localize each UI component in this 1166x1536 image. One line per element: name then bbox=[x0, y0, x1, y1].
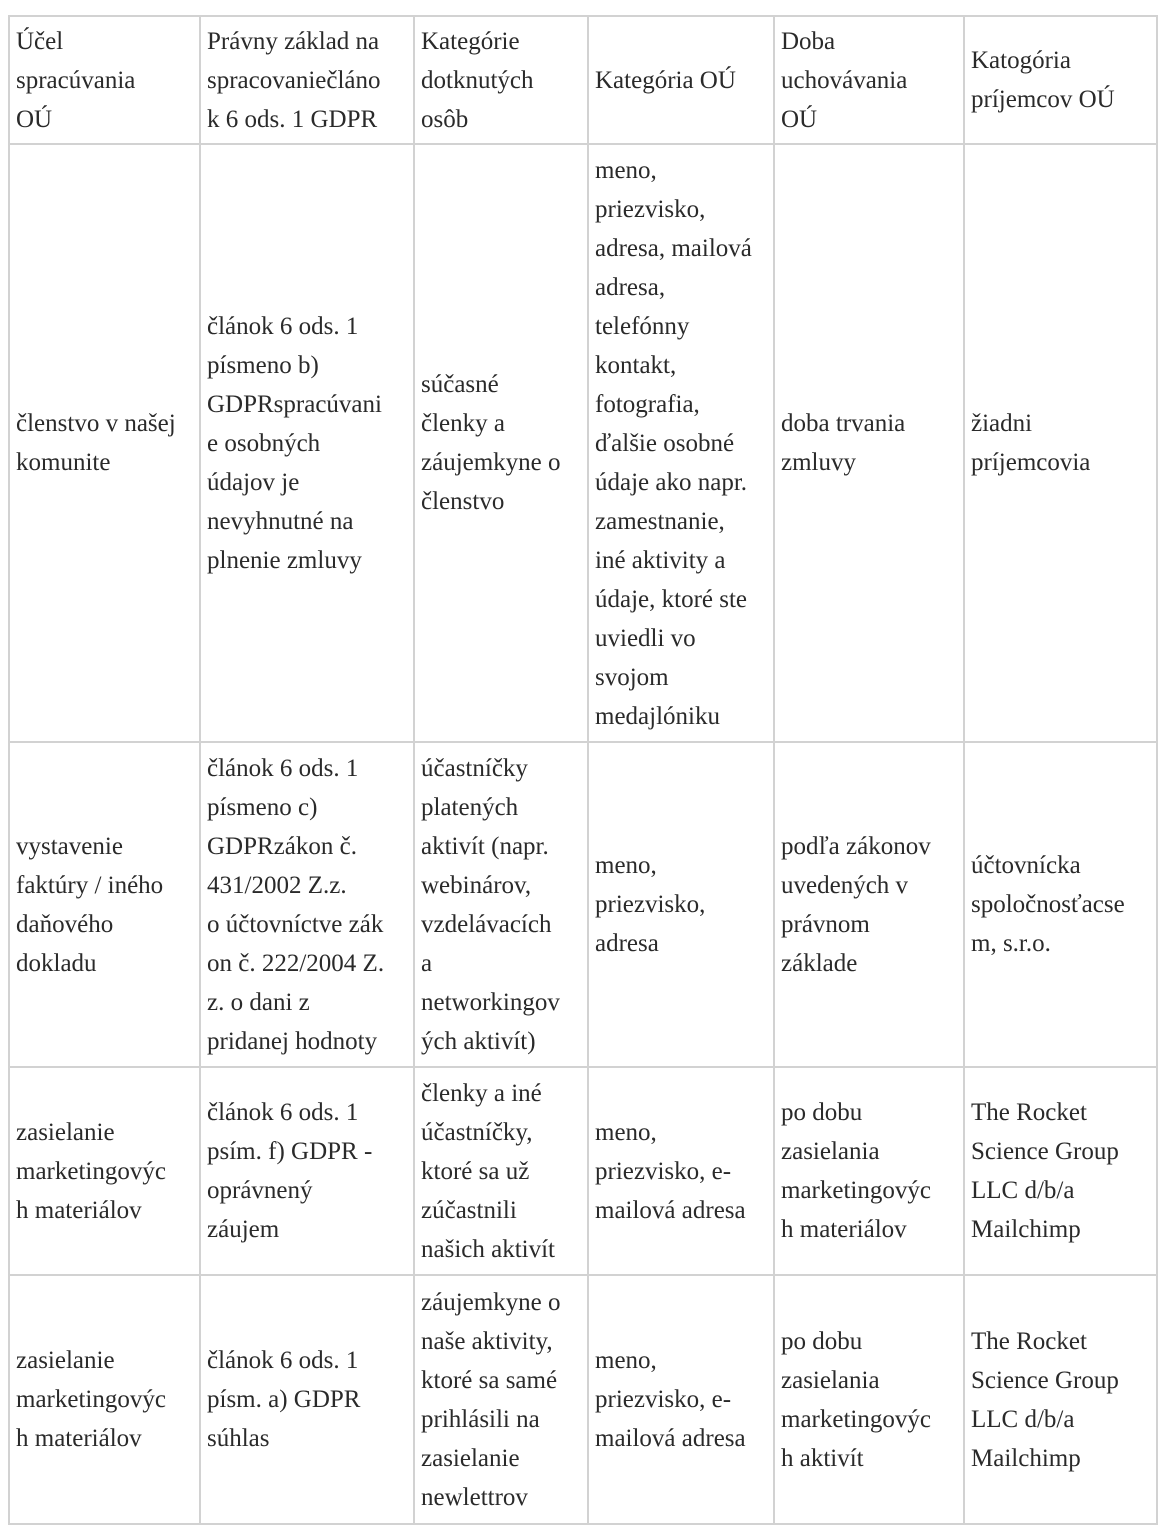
cell-text: článok 6 ods. 1 písmeno b) GDPRspracúvani e osobných údajov je nevyhnutné na plnenie zmluvy bbox=[207, 312, 382, 574]
table-cell bbox=[964, 1275, 1157, 1524]
header-cell-text: Doba uchovávania OÚ bbox=[781, 27, 908, 133]
cell-text: podľa zákonov uvedených v právnom základe bbox=[781, 832, 931, 977]
cell-text: článok 6 ods. 1 psím. f) GDPR - oprávnený záujem bbox=[207, 1099, 373, 1243]
cell-text: meno, priezvisko, e- mailová adresa bbox=[595, 1118, 746, 1224]
table-cell bbox=[588, 1067, 774, 1275]
table-cell bbox=[774, 742, 964, 1067]
cell-text: po dobu zasielania marketingovýc h aktivít bbox=[781, 1327, 931, 1472]
cell-text: členky a iné účastníčky, ktoré sa už zúčastnili našich aktivít bbox=[421, 1079, 555, 1263]
table-cell bbox=[774, 144, 964, 742]
header-cell-purpose bbox=[9, 16, 200, 144]
table-header-row bbox=[9, 16, 1157, 144]
table-cell bbox=[964, 742, 1157, 1067]
table-cell bbox=[200, 742, 414, 1067]
table-cell bbox=[774, 1067, 964, 1275]
table-cell bbox=[200, 1067, 414, 1275]
gdpr-processing-table bbox=[8, 15, 1158, 1525]
cell-text: článok 6 ods. 1 písm. a) GDPR súhlas bbox=[207, 1347, 361, 1452]
cell-text: po dobu zasielania marketingovýc h materiálov bbox=[781, 1099, 931, 1243]
cell-text: súčasné členky a záujemkyne o členstvo bbox=[421, 371, 561, 515]
table-cell bbox=[774, 1275, 964, 1524]
header-cell-recipients bbox=[964, 16, 1157, 144]
cell-text: meno, priezvisko, adresa, mailová adresa, telefónny kontakt, fotografia, ďalšie osobné údaje ako napr. zamestnanie, iné aktivity a údaje, ktoré ste uviedli vo svojom medajlóniku bbox=[595, 156, 752, 730]
table-cell bbox=[200, 144, 414, 742]
header-cell-data-category bbox=[588, 16, 774, 144]
table-cell bbox=[414, 1275, 588, 1524]
header-cell-text: Kategória OÚ bbox=[595, 66, 736, 94]
table-cell bbox=[964, 144, 1157, 742]
cell-text: článok 6 ods. 1 písmeno c) GDPRzákon č. 431/2002 Z.z. o účtovníctve zák on č. 222/2004 Z. z. o dani z pridanej hodnoty bbox=[207, 754, 385, 1055]
cell-text: účtovnícka spoločnosťacse m, s.r.o. bbox=[971, 852, 1125, 957]
table-cell bbox=[588, 144, 774, 742]
header-cell-text: Kategórie dotknutých osôb bbox=[421, 27, 534, 133]
table-cell bbox=[414, 144, 588, 742]
cell-text: meno, priezvisko, adresa bbox=[595, 852, 706, 957]
cell-text: záujemkyne o naše aktivity, ktoré sa samé prihlásili na zasielanie newlettrov bbox=[421, 1288, 561, 1511]
table-cell bbox=[9, 1275, 200, 1524]
table-cell bbox=[588, 1275, 774, 1524]
table-cell bbox=[414, 742, 588, 1067]
cell-text: účastníčky platených aktivít (napr. webinárov, vzdelávacích a networkingov ých aktivít) bbox=[421, 754, 560, 1055]
cell-text: The Rocket Science Group LLC d/b/a Mailchimp bbox=[971, 1099, 1119, 1243]
cell-text: doba trvania zmluvy bbox=[781, 410, 906, 476]
table-cell bbox=[9, 742, 200, 1067]
table-cell bbox=[414, 1067, 588, 1275]
header-cell-text: Účel spracúvania OÚ bbox=[16, 27, 136, 133]
header-cell-retention bbox=[774, 16, 964, 144]
cell-text: vystavenie faktúry / iného daňového dokladu bbox=[16, 832, 164, 977]
header-cell-data-subjects bbox=[414, 16, 588, 144]
header-cell-text: Právny základ na spracovaniečláno k 6 ods. 1 GDPR bbox=[207, 27, 381, 133]
table-cell bbox=[9, 1067, 200, 1275]
table-row bbox=[9, 1275, 1157, 1524]
table-cell bbox=[200, 1275, 414, 1524]
cell-text: The Rocket Science Group LLC d/b/a Mailchimp bbox=[971, 1327, 1119, 1472]
table-cell bbox=[588, 742, 774, 1067]
cell-text: meno, priezvisko, e- mailová adresa bbox=[595, 1347, 746, 1452]
table-row bbox=[9, 144, 1157, 742]
table-cell bbox=[964, 1067, 1157, 1275]
cell-text: členstvo v našej komunite bbox=[16, 410, 176, 476]
header-cell-text: Katogória príjemcov OÚ bbox=[971, 47, 1115, 113]
cell-text: zasielanie marketingovýc h materiálov bbox=[16, 1118, 166, 1224]
cell-text: žiadni príjemcovia bbox=[971, 410, 1091, 476]
table-row bbox=[9, 1067, 1157, 1275]
table-cell bbox=[9, 144, 200, 742]
table-row bbox=[9, 742, 1157, 1067]
cell-text: zasielanie marketingovýc h materiálov bbox=[16, 1347, 166, 1452]
header-cell-legal-basis bbox=[200, 16, 414, 144]
